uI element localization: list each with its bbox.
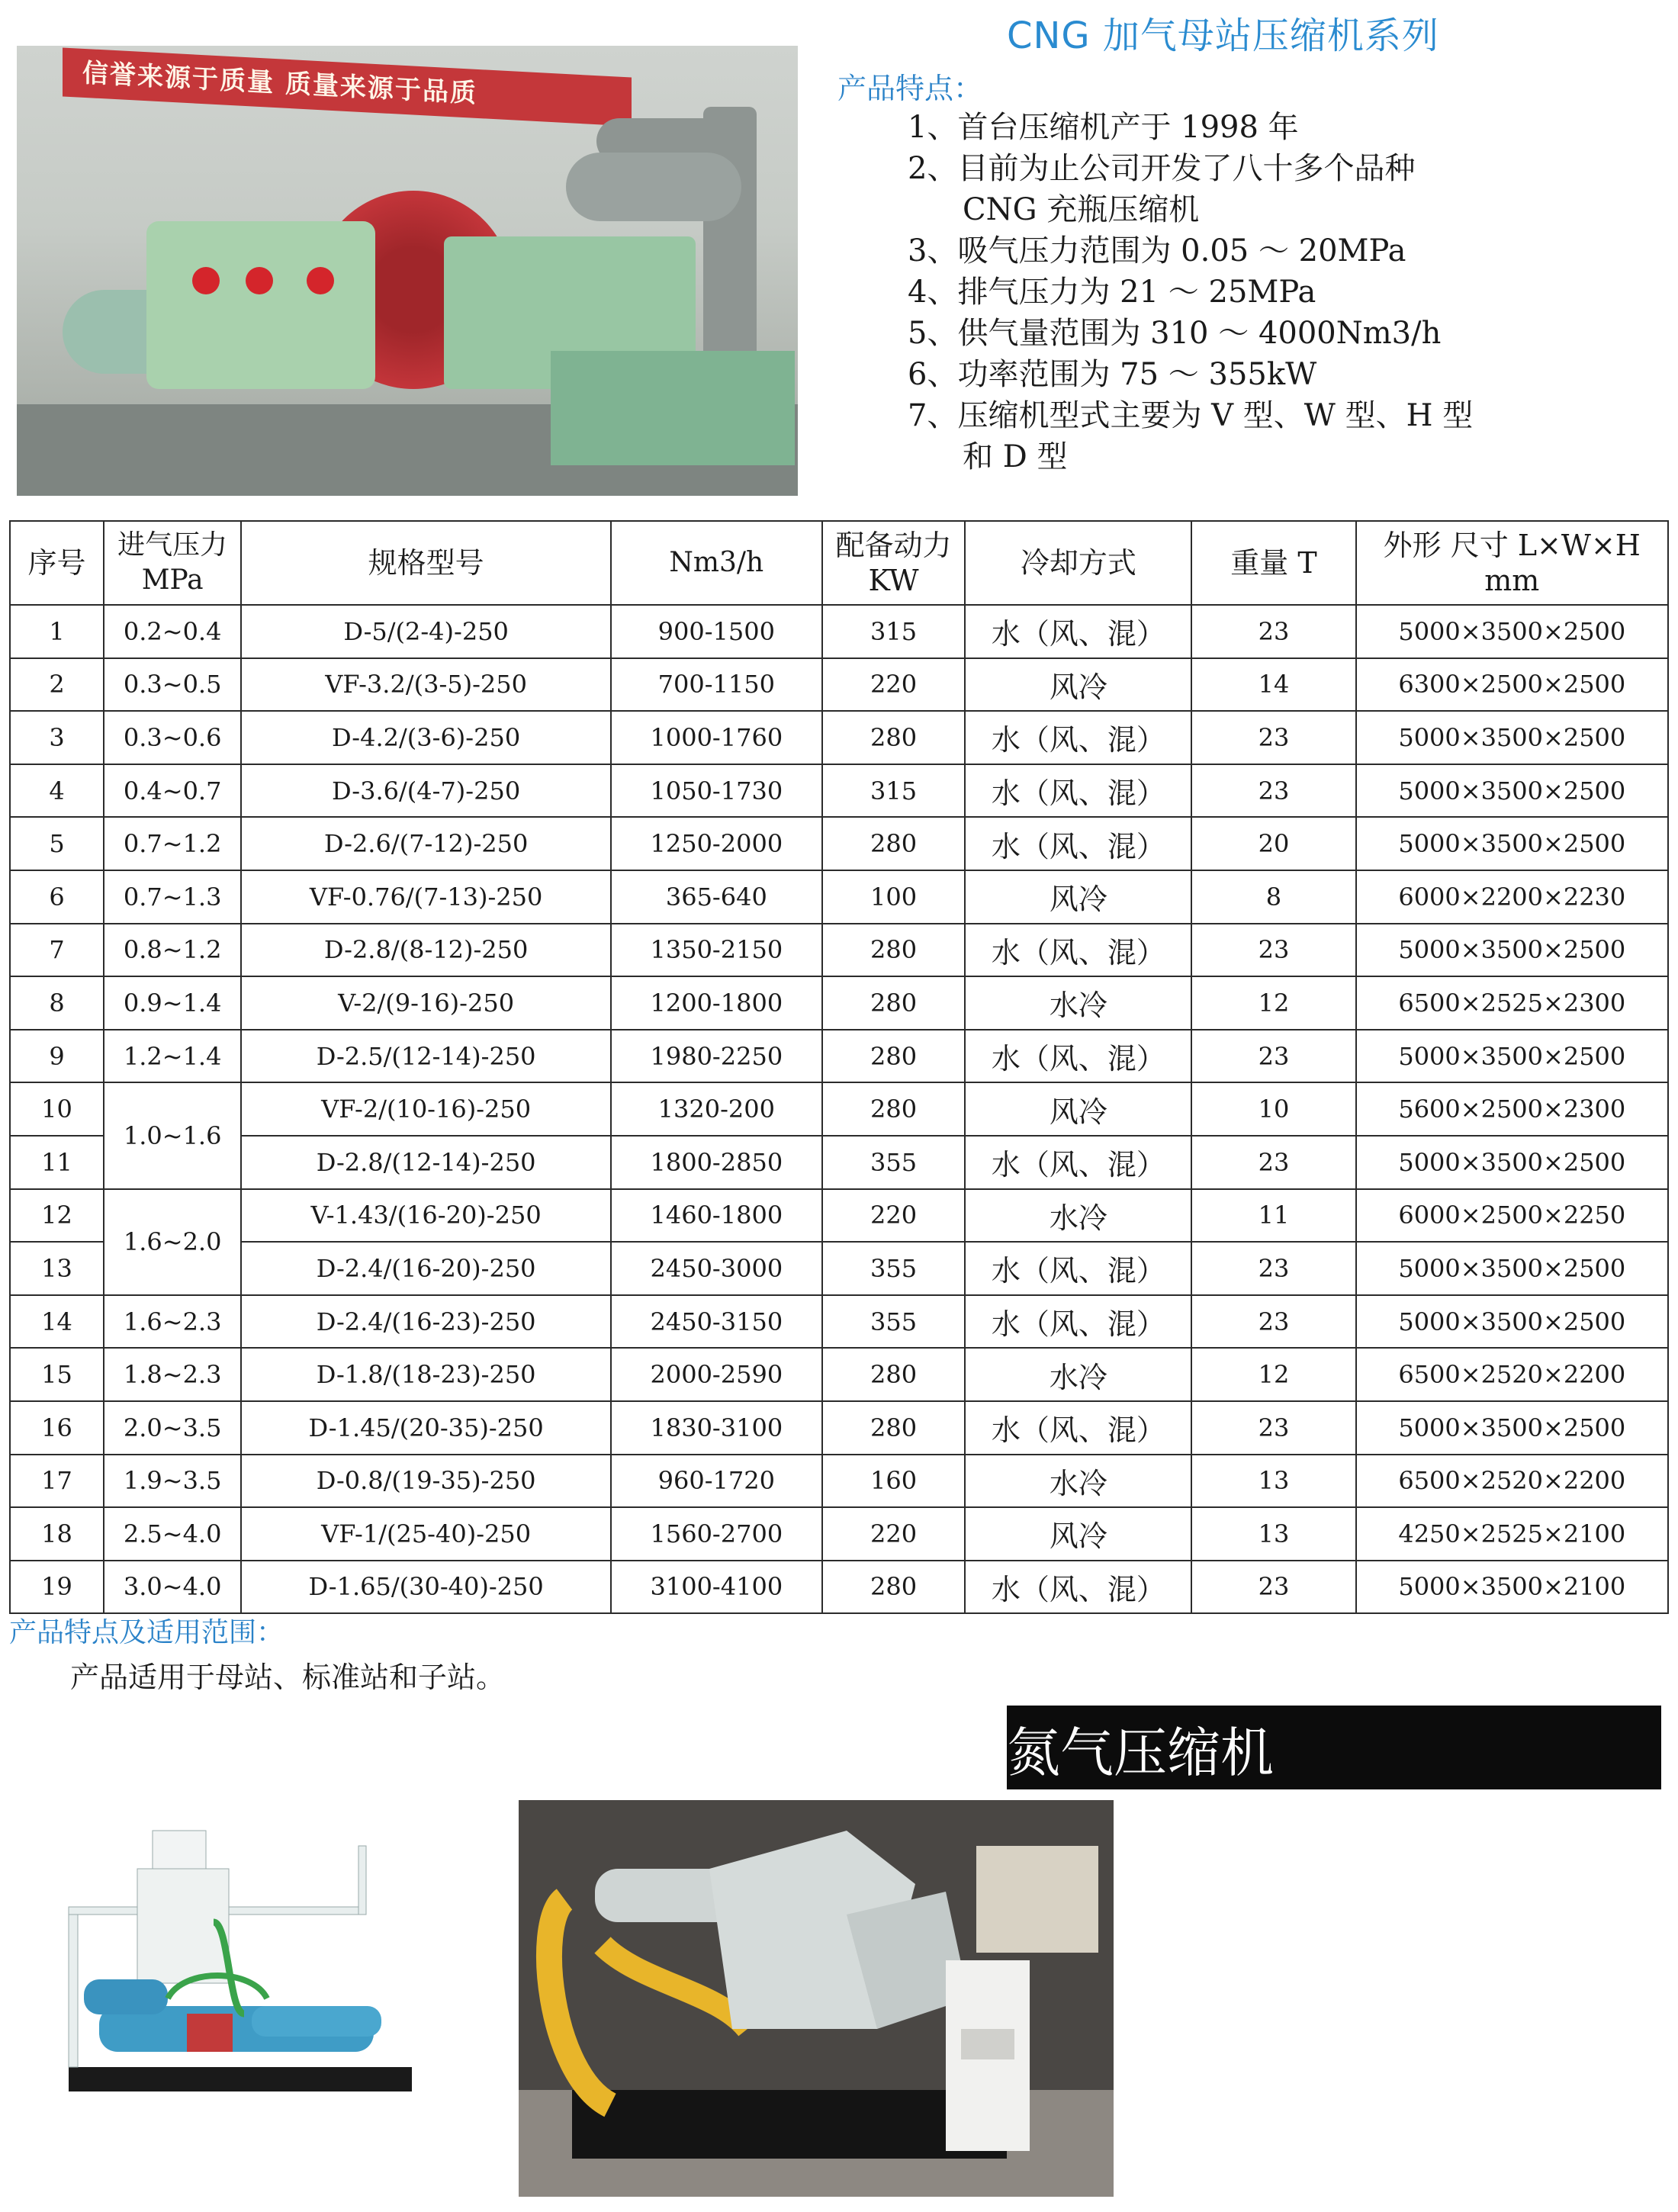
- features-heading: 产品特点：: [837, 72, 983, 105]
- cell-size: 4250×2525×2100: [1356, 1507, 1668, 1561]
- feature-item: 6、功率范围为 75 ～ 355kW: [908, 357, 1317, 392]
- cell-flow: 1050-1730: [611, 764, 822, 818]
- cell-size: 6300×2500×2500: [1356, 658, 1668, 712]
- cell-weight: 14: [1191, 658, 1355, 712]
- photo-base-unit: [551, 351, 795, 465]
- cell-cooling: 水（风、混）: [965, 817, 1191, 870]
- cng-compressor-photo: [17, 46, 798, 496]
- cell-no: 11: [10, 1136, 104, 1189]
- cell-no: 12: [10, 1189, 104, 1243]
- cell-power: 100: [822, 870, 966, 924]
- cell-pressure: 2.5~4.0: [104, 1507, 241, 1561]
- cell-power: 280: [822, 1082, 966, 1136]
- cell-cooling: 水冷: [965, 1348, 1191, 1401]
- cell-no: 4: [10, 764, 104, 818]
- cell-flow: 900-1500: [611, 605, 822, 658]
- cell-cooling: 风冷: [965, 870, 1191, 924]
- cell-flow: 1460-1800: [611, 1189, 822, 1243]
- cell-no: 19: [10, 1561, 104, 1614]
- cell-pressure: 0.8~1.2: [104, 924, 241, 977]
- table-row: [10, 1242, 1668, 1295]
- cell-no: 7: [10, 924, 104, 977]
- cell-weight: 23: [1191, 1242, 1355, 1295]
- cell-cooling: 水（风、混）: [965, 764, 1191, 818]
- cell-model: D-2.8/(12-14)-250: [241, 1136, 611, 1189]
- cell-weight: 12: [1191, 1348, 1355, 1401]
- cell-cooling: 风冷: [965, 658, 1191, 712]
- cell-pressure: 1.8~2.3: [104, 1348, 241, 1401]
- cell-model: V-1.43/(16-20)-250: [241, 1189, 611, 1243]
- cell-power: 280: [822, 1561, 966, 1614]
- cell-size: 5000×3500×2500: [1356, 1242, 1668, 1295]
- photo-pipe-vertical: [703, 107, 757, 381]
- cell-cooling: 风冷: [965, 1507, 1191, 1561]
- cell-model: D-2.4/(16-23)-250: [241, 1295, 611, 1349]
- cell-flow: 960-1720: [611, 1455, 822, 1508]
- table-row: [10, 1507, 1668, 1561]
- cell-model: D-1.8/(18-23)-250: [241, 1348, 611, 1401]
- table-row: [10, 1030, 1668, 1083]
- cell-weight: 23: [1191, 1136, 1355, 1189]
- cell-no: 5: [10, 817, 104, 870]
- cell-size: 6500×2520×2200: [1356, 1455, 1668, 1508]
- header-cell: 配备动力 KW: [822, 521, 966, 605]
- cell-size: 5000×3500×2500: [1356, 605, 1668, 658]
- motor-coupling: [187, 2014, 233, 2052]
- cell-power: 280: [822, 1348, 966, 1401]
- cell-model: D-2.4/(16-20)-250: [241, 1242, 611, 1295]
- cell-weight: 20: [1191, 817, 1355, 870]
- cell-size: 5000×3500×2500: [1356, 1295, 1668, 1349]
- cell-no: 6: [10, 870, 104, 924]
- cell-model: VF-1/(25-40)-250: [241, 1507, 611, 1561]
- header-cell: Nm3/h: [611, 521, 822, 605]
- header-cell: 外形 尺寸 L×W×H mm: [1356, 521, 1668, 605]
- photo-boxes: [976, 1846, 1098, 1953]
- cell-weight: 23: [1191, 1295, 1355, 1349]
- cell-cooling: 水冷: [965, 976, 1191, 1030]
- feature-item: CNG 充瓶压缩机: [963, 192, 1200, 227]
- cell-cooling: 水（风、混）: [965, 1295, 1191, 1349]
- cell-size: 5000×3500×2500: [1356, 764, 1668, 818]
- cell-size: 5000×3500×2500: [1356, 1401, 1668, 1455]
- cell-size: 5000×3500×2500: [1356, 711, 1668, 764]
- cell-weight: 23: [1191, 1401, 1355, 1455]
- cell-power: 315: [822, 764, 966, 818]
- cell-cooling: 水（风、混）: [965, 605, 1191, 658]
- cell-cooling: 水（风、混）: [965, 1242, 1191, 1295]
- cell-weight: 23: [1191, 605, 1355, 658]
- cooler: [84, 1979, 168, 2014]
- photo-skid: [572, 2090, 1007, 2159]
- cell-pressure: 0.7~1.3: [104, 870, 241, 924]
- table-row: [10, 924, 1668, 977]
- cabinet-panel: [961, 2029, 1014, 2059]
- header-cell: 冷却方式: [965, 521, 1191, 605]
- cell-weight: 8: [1191, 870, 1355, 924]
- table-row: [10, 1295, 1668, 1349]
- cell-no: 13: [10, 1242, 104, 1295]
- photo-red-cap: [307, 267, 334, 294]
- cell-flow: 1320-200: [611, 1082, 822, 1136]
- cell-size: 6500×2525×2300: [1356, 976, 1668, 1030]
- cell-power: 220: [822, 1189, 966, 1243]
- cell-model: D-5/(2-4)-250: [241, 605, 611, 658]
- cell-flow: 2000-2590: [611, 1348, 822, 1401]
- photo-red-cap: [246, 267, 273, 294]
- cell-model: D-4.2/(3-6)-250: [241, 711, 611, 764]
- cell-weight: 10: [1191, 1082, 1355, 1136]
- cell-pressure: 0.3~0.5: [104, 658, 241, 712]
- cell-power: 160: [822, 1455, 966, 1508]
- cell-size: 6000×2200×2230: [1356, 870, 1668, 924]
- cell-weight: 23: [1191, 924, 1355, 977]
- cell-pressure: 1.6~2.3: [104, 1295, 241, 1349]
- pipe-riser: [358, 1846, 366, 1915]
- cell-flow: 1250-2000: [611, 817, 822, 870]
- cell-flow: 1200-1800: [611, 976, 822, 1030]
- feature-item: 5、供气量范围为 310 ～ 4000Nm3/h: [908, 316, 1442, 351]
- cell-size: 5000×3500×2500: [1356, 817, 1668, 870]
- cell-model: D-0.8/(19-35)-250: [241, 1455, 611, 1508]
- feature-item: 7、压缩机型式主要为 V 型、W 型、H 型: [908, 398, 1474, 433]
- cell-pressure: 0.4~0.7: [104, 764, 241, 818]
- cell-flow: 1000-1760: [611, 711, 822, 764]
- cell-flow: 1980-2250: [611, 1030, 822, 1083]
- table-row: [10, 1455, 1668, 1508]
- cell-power: 280: [822, 1401, 966, 1455]
- cell-weight: 13: [1191, 1507, 1355, 1561]
- section-title-bar: [1007, 1706, 1661, 1789]
- cell-flow: 1830-3100: [611, 1401, 822, 1455]
- table-row: [10, 605, 1668, 658]
- cell-model: D-3.6/(4-7)-250: [241, 764, 611, 818]
- cell-pressure: 1.0~1.6: [104, 1082, 241, 1188]
- cell-cooling: 水（风、混）: [965, 924, 1191, 977]
- cell-power: 355: [822, 1295, 966, 1349]
- skid-base: [69, 2067, 412, 2091]
- cell-power: 280: [822, 976, 966, 1030]
- cell-power: 220: [822, 658, 966, 712]
- valve-head: [153, 1831, 206, 1869]
- cell-flow: 1800-2850: [611, 1136, 822, 1189]
- cell-no: 15: [10, 1348, 104, 1401]
- cell-no: 16: [10, 1401, 104, 1455]
- cell-model: VF-3.2/(3-5)-250: [241, 658, 611, 712]
- page-title: CNG 加气母站压缩机系列: [1007, 14, 1439, 57]
- cell-cooling: 水（风、混）: [965, 1561, 1191, 1614]
- spec-table: [9, 520, 1669, 1614]
- cell-no: 14: [10, 1295, 104, 1349]
- cell-model: V-2/(9-16)-250: [241, 976, 611, 1030]
- cell-pressure: 0.7~1.2: [104, 817, 241, 870]
- cell-pressure: 0.2~0.4: [104, 605, 241, 658]
- cell-power: 315: [822, 605, 966, 658]
- feature-item: 和 D 型: [963, 439, 1068, 474]
- feature-item: 3、吸气压力范围为 0.05 ～ 20MPa: [908, 233, 1406, 268]
- cell-model: VF-0.76/(7-13)-250: [241, 870, 611, 924]
- cell-weight: 23: [1191, 1030, 1355, 1083]
- cell-power: 355: [822, 1136, 966, 1189]
- cell-cooling: 水（风、混）: [965, 1401, 1191, 1455]
- cell-model: D-2.5/(12-14)-250: [241, 1030, 611, 1083]
- section-title: 氮气压缩机: [1007, 1722, 1274, 1784]
- cell-no: 3: [10, 711, 104, 764]
- cell-model: D-1.65/(30-40)-250: [241, 1561, 611, 1614]
- feature-item: 1、首台压缩机产于 1998 年: [908, 110, 1299, 145]
- cell-weight: 23: [1191, 764, 1355, 818]
- nitrogen-compressor-illustration: [53, 1815, 435, 2098]
- photo-red-cap: [192, 267, 220, 294]
- cell-size: 5000×3500×2500: [1356, 1030, 1668, 1083]
- cell-no: 9: [10, 1030, 104, 1083]
- table-row: [10, 1189, 1668, 1243]
- cell-flow: 700-1150: [611, 658, 822, 712]
- cell-model: VF-2/(10-16)-250: [241, 1082, 611, 1136]
- nitrogen-compressor-photo: [519, 1800, 1114, 2197]
- feature-item: 2、目前为止公司开发了八十多个品种: [908, 151, 1416, 186]
- features-list: [908, 107, 1473, 477]
- photo-compressor-body: [146, 221, 375, 389]
- cell-flow: 1350-2150: [611, 924, 822, 977]
- cell-cooling: 水冷: [965, 1455, 1191, 1508]
- header-cell: 规格型号: [241, 521, 611, 605]
- cell-size: 5600×2500×2300: [1356, 1082, 1668, 1136]
- cell-cooling: 水（风、混）: [965, 1030, 1191, 1083]
- cell-pressure: 1.2~1.4: [104, 1030, 241, 1083]
- cell-model: D-2.8/(8-12)-250: [241, 924, 611, 977]
- cell-weight: 23: [1191, 711, 1355, 764]
- cell-flow: 3100-4100: [611, 1561, 822, 1614]
- photo-tank: [566, 153, 741, 221]
- cell-no: 17: [10, 1455, 104, 1508]
- table-row: [10, 1136, 1668, 1189]
- scope-heading: 产品特点及适用范围：: [9, 1617, 284, 1648]
- table-row: [10, 817, 1668, 870]
- scope-text: 产品适用于母站、标准站和子站。: [70, 1661, 506, 1694]
- buffer-tank: [252, 2006, 381, 2037]
- table-row: [10, 1348, 1668, 1401]
- cell-power: 280: [822, 924, 966, 977]
- cell-weight: 11: [1191, 1189, 1355, 1243]
- pipe-left: [69, 1907, 78, 2067]
- cell-model: D-2.6/(7-12)-250: [241, 817, 611, 870]
- table-row: [10, 1401, 1668, 1455]
- cell-model: D-1.45/(20-35)-250: [241, 1401, 611, 1455]
- cell-pressure: 1.9~3.5: [104, 1455, 241, 1508]
- table-row: [10, 1082, 1668, 1136]
- cell-power: 220: [822, 1507, 966, 1561]
- cell-power: 280: [822, 817, 966, 870]
- table-header-row: [10, 521, 1668, 605]
- cell-no: 10: [10, 1082, 104, 1136]
- cell-flow: 365-640: [611, 870, 822, 924]
- cell-no: 18: [10, 1507, 104, 1561]
- table-row: [10, 658, 1668, 712]
- cell-weight: 13: [1191, 1455, 1355, 1508]
- feature-item: 4、排气压力为 21 ～ 25MPa: [908, 275, 1316, 310]
- table-row: [10, 1561, 1668, 1614]
- header-cell: 序号: [10, 521, 104, 605]
- cell-size: 5000×3500×2500: [1356, 924, 1668, 977]
- cell-pressure: 3.0~4.0: [104, 1561, 241, 1614]
- cell-size: 5000×3500×2100: [1356, 1561, 1668, 1614]
- cell-power: 280: [822, 711, 966, 764]
- cell-weight: 23: [1191, 1561, 1355, 1614]
- header-cell: 重量 T: [1191, 521, 1355, 605]
- cell-size: 5000×3500×2500: [1356, 1136, 1668, 1189]
- header-cell: 进气压力 MPa: [104, 521, 241, 605]
- table-row: [10, 870, 1668, 924]
- cell-pressure: 0.3~0.6: [104, 711, 241, 764]
- photo-red-banner: 信誉来源于质量 质量来源于品质: [63, 47, 632, 126]
- cell-size: 6500×2520×2200: [1356, 1348, 1668, 1401]
- cell-cooling: 水（风、混）: [965, 1136, 1191, 1189]
- cell-no: 1: [10, 605, 104, 658]
- table-row: [10, 711, 1668, 764]
- table-row: [10, 764, 1668, 818]
- cell-flow: 2450-3000: [611, 1242, 822, 1295]
- cell-cooling: 水（风、混）: [965, 711, 1191, 764]
- cell-flow: 2450-3150: [611, 1295, 822, 1349]
- cell-flow: 1560-2700: [611, 1507, 822, 1561]
- cell-pressure: 0.9~1.4: [104, 976, 241, 1030]
- cell-pressure: 2.0~3.5: [104, 1401, 241, 1455]
- cell-weight: 12: [1191, 976, 1355, 1030]
- table-body: [10, 605, 1668, 1613]
- cell-pressure: 1.6~2.0: [104, 1189, 241, 1295]
- cell-no: 8: [10, 976, 104, 1030]
- table-row: [10, 976, 1668, 1030]
- cell-no: 2: [10, 658, 104, 712]
- cell-cooling: 风冷: [965, 1082, 1191, 1136]
- cell-cooling: 水冷: [965, 1189, 1191, 1243]
- cell-power: 355: [822, 1242, 966, 1295]
- cell-size: 6000×2500×2250: [1356, 1189, 1668, 1243]
- cell-power: 280: [822, 1030, 966, 1083]
